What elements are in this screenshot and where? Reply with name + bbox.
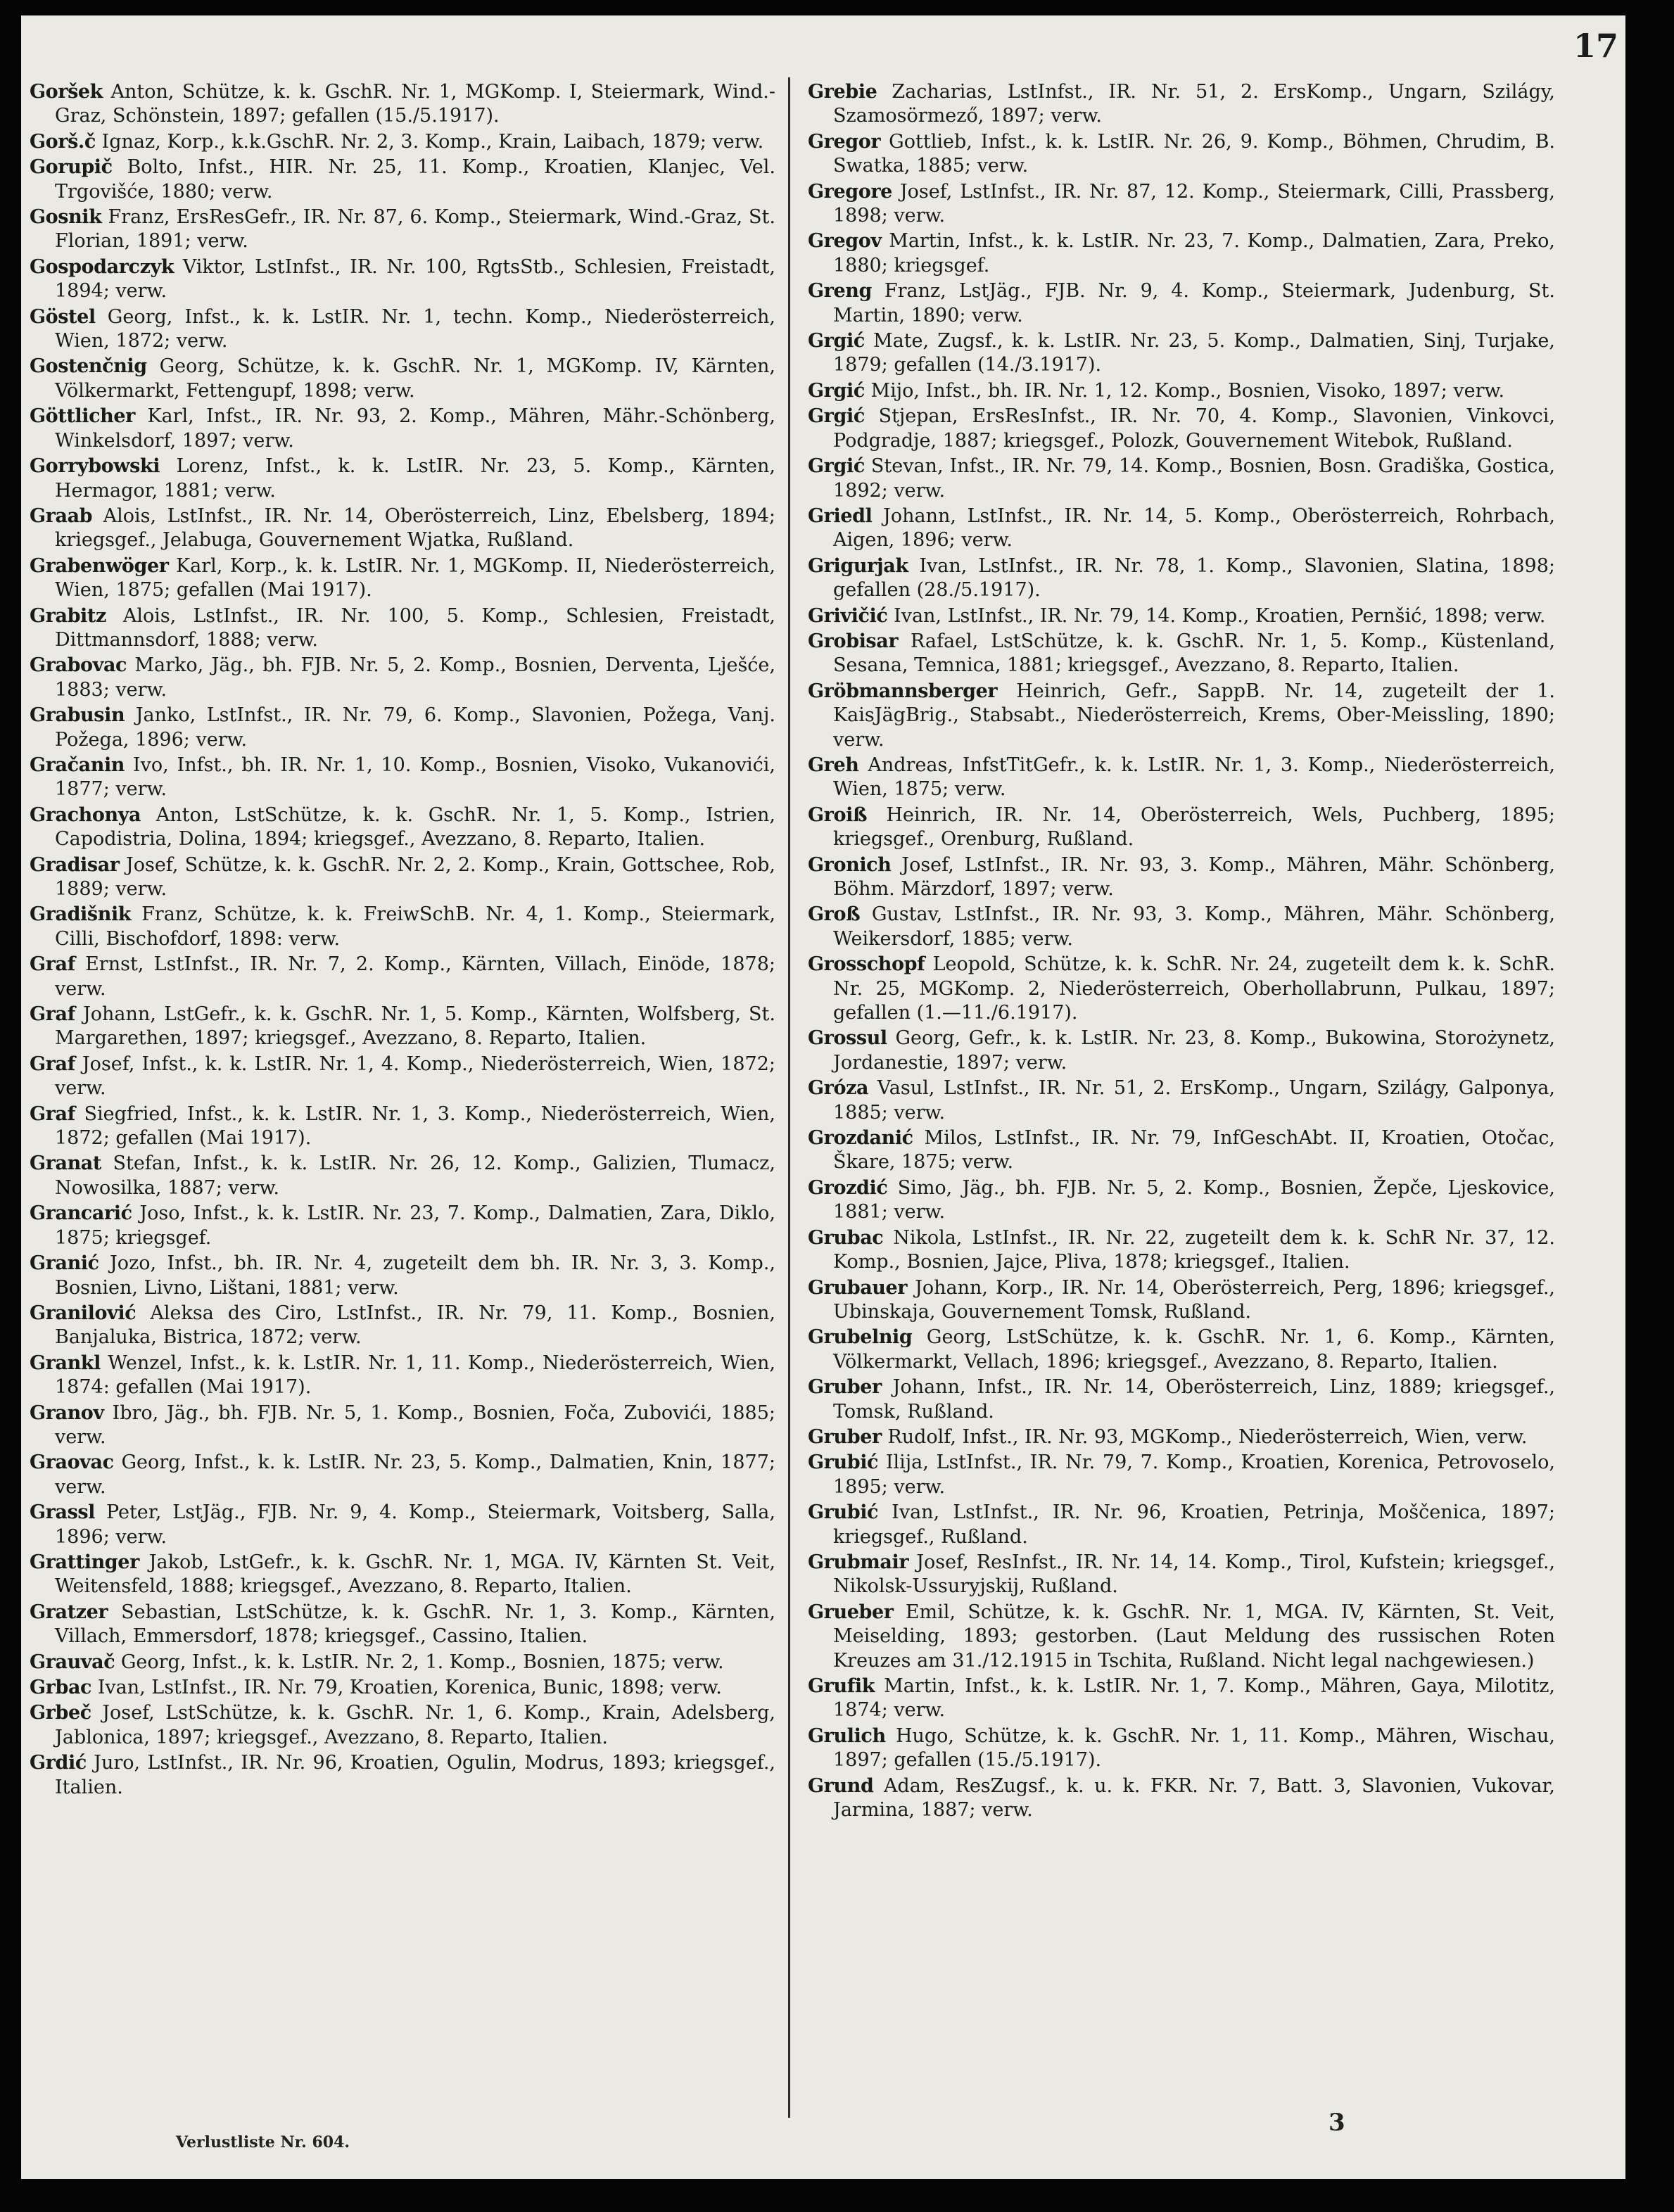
entry-surname: Grbac [30, 1677, 92, 1698]
entry-surname: Göstel [30, 305, 96, 328]
casualty-entry [808, 1276, 1555, 1325]
entry-surname: Grabovac [30, 654, 127, 677]
casualty-entry [808, 630, 1555, 678]
entry-details: Ivo, Infst., bh. IR. Nr. 1, 10. Komp., Bosnien, Visoko, Vukanovići, 1877; verw. [55, 754, 775, 801]
casualty-entry [30, 903, 775, 951]
entry-surname: Grebie [808, 81, 877, 103]
entry-details: Sebastian, LstSchütze, k. k. GschR. Nr. 1, 3. Komp., Kärnten, Villach, Emmersdorf, 1878; kriegsgef., Cassino, Italien. [55, 1601, 775, 1648]
entry-surname: Grulich [808, 1724, 886, 1747]
entry-details: Martin, Infst., k. k. LstIR. Nr. 23, 7. Komp., Dalmatien, Zara, Preko, 1880; kriegsgef. [833, 230, 1556, 276]
footer-sheet-mark: 3 [1329, 2109, 1345, 2137]
entry-surname: Gruber [808, 1425, 882, 1448]
entry-details: Ernst, LstInfst., IR. Nr. 7, 2. Komp., Kärnten, Villach, Einöde, 1878; verw. [55, 953, 775, 1000]
entry-details: Georg, Gefr., k. k. LstIR. Nr. 23, 8. Komp., Bukowina, Storożynetz, Jordanestie, 1897; verw. [833, 1027, 1555, 1074]
casualty-entry [30, 355, 775, 403]
entry-surname: Grancarić [30, 1202, 132, 1225]
entry-surname: Gróza [808, 1077, 869, 1100]
entry-surname: Gröbmannsberger [808, 680, 998, 702]
entry-details: Josef, Schütze, k. k. GschR. Nr. 2, 2. Komp., Krain, Gottschee, Rob, 1889; verw. [55, 853, 775, 900]
casualty-entry [30, 704, 775, 752]
entry-details: Ignaz, Korp., k.k.GschR. Nr. 2, 3. Komp., Krain, Laibach, 1879; verw. [101, 130, 764, 153]
casualty-entry [30, 1551, 775, 1599]
entry-surname: Grubić [808, 1501, 879, 1524]
entry-details: Gottlieb, Infst., k. k. LstIR. Nr. 26, 9. Komp., Böhmen, Chrudim, B. Swatka, 1885; verw. [833, 130, 1556, 177]
casualty-entry [808, 405, 1555, 453]
entry-surname: Gregore [808, 180, 892, 203]
entry-surname: Grivičić [808, 604, 888, 627]
casualty-entry [808, 853, 1555, 902]
entry-details: Georg, Infst., k. k. LstIR. Nr. 2, 1. Komp., Bosnien, 1875; verw. [120, 1651, 724, 1673]
entry-surname: Gruber [808, 1376, 882, 1399]
casualty-entry [808, 1674, 1555, 1723]
casualty-entry [808, 604, 1555, 628]
entry-details: Juro, LstInfst., IR. Nr. 96, Kroatien, Ogulin, Modrus, 1893; kriegsgef., Italien. [55, 1752, 775, 1798]
entry-surname: Graovac [30, 1451, 114, 1474]
entry-details: Alois, LstInfst., IR. Nr. 100, 5. Komp., Schlesien, Freistadt, Dittmannsdorf, 1888; verw. [55, 604, 775, 651]
entry-details: Stefan, Infst., k. k. LstIR. Nr. 26, 12. Komp., Galizien, Tlumacz, Nowosilka, 1887; verw. [55, 1152, 775, 1199]
entry-surname: Grbeč [30, 1702, 91, 1724]
casualty-entry [30, 1701, 775, 1750]
entry-surname: Grufik [808, 1675, 875, 1697]
casualty-entry [30, 1401, 775, 1450]
entry-details: Hugo, Schütze, k. k. GschR. Nr. 1, 11. Komp., Mähren, Wischau, 1897; gefallen (15./5.1917). [833, 1724, 1555, 1772]
casualty-entry [30, 853, 775, 902]
entry-surname: Grund [808, 1774, 874, 1797]
casualty-entry [30, 155, 775, 204]
entry-surname: Gospodarczyk [30, 255, 175, 278]
entry-details: Josef, ResInfst., IR. Nr. 14, 14. Komp., Tirol, Kufstein; kriegsgef., Nikolsk-Ussuryjskij, Rußland. [833, 1551, 1555, 1598]
entry-surname: Gradišnik [30, 903, 132, 926]
casualty-entry [30, 803, 775, 852]
casualty-entry [808, 80, 1555, 129]
right-column [808, 80, 1555, 1824]
casualty-entry [30, 1352, 775, 1400]
entry-details: Anton, Schütze, k. k. GschR. Nr. 1, MGKomp. I, Steiermark, Wind.-Graz, Schönstein, 1897; gefallen (15./5.1917). [55, 81, 775, 127]
entry-details: Marko, Jäg., bh. FJB. Nr. 5, 2. Komp., Bosnien, Derventa, Lješće, 1883; verw. [55, 654, 775, 701]
entry-surname: Gregor [808, 130, 881, 153]
casualty-entry [30, 1601, 775, 1649]
entry-details: Georg, Schütze, k. k. GschR. Nr. 1, MGKomp. IV, Kärnten, Völkermarkt, Fettengupf, 1898; verw. [55, 355, 775, 402]
entry-surname: Grubelnig [808, 1326, 913, 1349]
casualty-entry [808, 1551, 1555, 1599]
casualty-entry [808, 1226, 1555, 1275]
casualty-entry [30, 604, 775, 653]
entry-surname: Grabusin [30, 704, 125, 727]
casualty-entry [808, 504, 1555, 553]
entry-details: Ivan, LstInfst., IR. Nr. 79, 14. Komp., Kroatien, Pernšić, 1898; verw. [894, 604, 1546, 627]
casualty-entry [808, 279, 1555, 328]
casualty-entry [808, 1451, 1555, 1499]
entry-surname: Greh [808, 754, 859, 776]
casualty-entry [30, 654, 775, 702]
entry-surname: Grachonya [30, 803, 141, 826]
entry-details: Josef, LstInfst., IR. Nr. 87, 12. Komp., Steiermark, Cilli, Prassberg, 1898; verw. [833, 180, 1555, 227]
entry-surname: Grozdić [808, 1176, 888, 1199]
entry-surname: Gračanin [30, 754, 125, 776]
casualty-entry [808, 803, 1555, 852]
casualty-entry [808, 1724, 1555, 1773]
entry-details: Gustav, LstInfst., IR. Nr. 93, 3. Komp., Mähren, Mähr. Schönberg, Weikersdorf, 1885; verw. [833, 903, 1555, 950]
casualty-entry [808, 379, 1555, 403]
entry-surname: Grassl [30, 1501, 96, 1524]
footer-list-label: Verlustliste Nr. 604. [176, 2133, 350, 2151]
entry-details: Zacharias, LstInfst., IR. Nr. 51, 2. ErsKomp., Ungarn, Szilágy, Szamosörmező, 1897; verw. [833, 81, 1555, 127]
entry-surname: Granat [30, 1152, 101, 1175]
casualty-entry [30, 255, 775, 304]
entry-surname: Gorrybowski [30, 455, 160, 478]
entry-details: Jozo, Infst., bh. IR. Nr. 4, zugeteilt dem bh. IR. Nr. 3, 3. Komp., Bosnien, Livno, Lištani, 1881; verw. [55, 1252, 775, 1299]
entry-details: Heinrich, Gefr., SappB. Nr. 14, zugeteilt der 1. KaisJägBrig., Stabsabt., Niederösterreich, Krems, Ober-Meissling, 1890; verw. [833, 680, 1555, 751]
entry-details: Georg, Infst., k. k. LstIR. Nr. 1, techn. Komp., Niederösterreich, Wien, 1872; verw. [55, 305, 775, 352]
entry-details: Viktor, LstInfst., IR. Nr. 100, RgtsStb., Schlesien, Freistadt, 1894; verw. [55, 255, 775, 303]
casualty-entry [30, 1302, 775, 1350]
entry-details: Franz, LstJäg., FJB. Nr. 9, 4. Komp., Steiermark, Judenburg, St. Martin, 1890; verw. [833, 280, 1555, 326]
left-column [30, 80, 775, 1801]
entry-details: Josef, Infst., k. k. LstIR. Nr. 1, 4. Komp., Niederösterreich, Wien, 1872; verw. [55, 1053, 775, 1100]
casualty-entry [808, 229, 1555, 278]
casualty-entry [808, 1176, 1555, 1225]
entry-surname: Grosschopf [808, 953, 925, 976]
casualty-entry [808, 329, 1555, 378]
entry-details: Ivan, LstInfst., IR. Nr. 96, Kroatien, Petrinja, Moščenica, 1897; kriegsgef., Rußland. [833, 1501, 1555, 1548]
entry-details: Josef, LstSchütze, k. k. GschR. Nr. 1, 6. Komp., Krain, Adelsberg, Jablonica, 1897; kriegsgef., Avezzano, 8. Reparto, Italien. [55, 1702, 775, 1748]
entry-surname: Gradisar [30, 853, 120, 876]
entry-details: Karl, Korp., k. k. LstIR. Nr. 1, MGKomp. II, Niederösterreich, Wien, 1875; gefallen (Mai 1917). [55, 554, 775, 602]
entry-details: Janko, LstInfst., IR. Nr. 79, 6. Komp., Slavonien, Požega, Vanj. Požega, 1896; verw. [55, 704, 775, 751]
entry-details: Adam, ResZugsf., k. u. k. FKR. Nr. 7, Batt. 3, Slavonien, Vukovar, Jarmina, 1887; verw. [833, 1774, 1555, 1822]
entry-surname: Granilović [30, 1302, 137, 1324]
casualty-entry [808, 1326, 1555, 1374]
entry-surname: Grossul [808, 1027, 887, 1050]
casualty-entry [30, 455, 775, 503]
entry-details: Johann, LstInfst., IR. Nr. 14, 5. Komp., Oberösterreich, Rohrbach, Aigen, 1896; verw. [833, 504, 1555, 552]
entry-details: Johann, Infst., IR. Nr. 14, Oberösterreich, Linz, 1889; kriegsgef., Tomsk, Rußland. [833, 1376, 1555, 1423]
casualty-entry [30, 1651, 775, 1674]
entry-details: Milos, LstInfst., IR. Nr. 79, InfGeschAbt. II, Kroatien, Otočac, Škare, 1875; verw. [833, 1127, 1555, 1174]
casualty-entry [808, 680, 1555, 752]
entry-details: Ilija, LstInfst., IR. Nr. 79, 7. Komp., Kroatien, Korenica, Petrovoselo, 1895; verw. [833, 1451, 1555, 1498]
entry-surname: Grubić [808, 1451, 879, 1474]
casualty-entry [30, 1152, 775, 1200]
entry-details: Johann, LstGefr., k. k. GschR. Nr. 1, 5. Komp., Kärnten, Wolfsberg, St. Margarethen, 1897; kriegsgef., Avezzano, 8. Reparto, Italien. [55, 1003, 775, 1050]
entry-surname: Grozdanić [808, 1127, 913, 1150]
entry-surname: Gostenčnig [30, 355, 147, 378]
casualty-entry [808, 1601, 1555, 1673]
entry-details: Aleksa des Ciro, LstInfst., IR. Nr. 79, 11. Komp., Bosnien, Banjaluka, Bistrica, 1872; verw. [55, 1302, 775, 1349]
entry-details: Leopold, Schütze, k. k. SchR. Nr. 24, zugeteilt dem k. k. SchR. Nr. 25, MGKomp. 2, Niederösterreich, Oberhollabrunn, Pulkau, 1897; gefallen (1.—11./6.1917). [833, 953, 1555, 1024]
entry-surname: Graf [30, 1102, 75, 1125]
casualty-entry [30, 1451, 775, 1499]
document-page [21, 15, 1625, 2179]
entry-details: Joso, Infst., k. k. LstIR. Nr. 23, 7. Komp., Dalmatien, Zara, Diklo, 1875; kriegsgef. [55, 1202, 775, 1249]
entry-surname: Gregov [808, 230, 882, 253]
entry-surname: Gorupič [30, 156, 113, 179]
entry-details: Peter, LstJäg., FJB. Nr. 9, 4. Komp., Steiermark, Voitsberg, Salla, 1896; verw. [55, 1501, 775, 1548]
casualty-entry [30, 754, 775, 802]
entry-surname: Groß [808, 903, 861, 926]
casualty-entry [30, 953, 775, 1001]
casualty-entry [808, 1126, 1555, 1175]
entry-details: Wenzel, Infst., k. k. LstIR. Nr. 1, 11. Komp., Niederösterreich, Wien, 1874: gefallen (Mai 1917). [55, 1352, 775, 1399]
casualty-entry [808, 455, 1555, 503]
entry-details: Lorenz, Infst., k. k. LstIR. Nr. 23, 5. Komp., Kärnten, Hermagor, 1881; verw. [55, 455, 775, 502]
casualty-entry [808, 1026, 1555, 1075]
casualty-entry [808, 554, 1555, 603]
casualty-entry [30, 80, 775, 129]
entry-details: Georg, LstSchütze, k. k. GschR. Nr. 1, 6. Komp., Kärnten, Völkermarkt, Vellach, 1896; kriegsgef., Avezzano, 8. Reparto, Italien. [833, 1326, 1555, 1373]
entry-details: Nikola, LstInfst., IR. Nr. 22, zugeteilt dem k. k. SchR Nr. 37, 12. Komp., Bosnien, Jajce, Pliva, 1878; kriegsgef., Italien. [833, 1226, 1555, 1273]
entry-details: Emil, Schütze, k. k. GschR. Nr. 1, MGA. IV, Kärnten, St. Veit, Meiselding, 1893; gestorben. (Laut Meldung des russischen Roten Kreuzes am 31./12.1915 in Tschita, Rußland. Nicht legal nachgewiesen.) [833, 1601, 1555, 1672]
entry-surname: Grigurjak [808, 554, 908, 577]
casualty-entry [30, 1252, 775, 1300]
entry-surname: Grgić [808, 405, 865, 428]
entry-surname: Grgić [808, 379, 865, 402]
casualty-entry [808, 1774, 1555, 1823]
entry-details: Heinrich, IR. Nr. 14, Oberösterreich, Wels, Puchberg, 1895; kriegsgef., Orenburg, Rußland. [833, 803, 1555, 851]
casualty-entry [30, 1676, 775, 1700]
entry-surname: Grankl [30, 1352, 101, 1374]
entry-details: Andreas, InfstTitGefr., k. k. LstIR. Nr. 1, 3. Komp., Niederösterreich, Wien, 1875; verw. [833, 754, 1555, 801]
entry-surname: Granić [30, 1252, 99, 1275]
entry-details: Franz, ErsResGefr., IR. Nr. 87, 6. Komp., Steiermark, Wind.-Graz, St. Florian, 1891; verw. [55, 206, 775, 253]
entry-details: Franz, Schütze, k. k. FreiwSchB. Nr. 4, 1. Komp., Steiermark, Cilli, Bischofdorf, 1898: verw. [55, 903, 775, 950]
entry-surname: Grubauer [808, 1276, 908, 1299]
entry-details: Siegfried, Infst., k. k. LstIR. Nr. 1, 3. Komp., Niederösterreich, Wien, 1872; gefallen (Mai 1917). [55, 1102, 775, 1150]
entry-surname: Graf [30, 1053, 75, 1075]
casualty-entry [808, 903, 1555, 951]
entry-surname: Grueber [808, 1601, 894, 1623]
entry-surname: Gosnik [30, 206, 102, 229]
casualty-entry [30, 1751, 775, 1800]
entry-surname: Grabenwöger [30, 554, 169, 577]
entry-surname: Gronich [808, 853, 892, 876]
casualty-entry [30, 1102, 775, 1151]
casualty-entry [808, 180, 1555, 229]
entry-details: Johann, Korp., IR. Nr. 14, Oberösterreich, Perg, 1896; kriegsgef., Ubinskaja, Gouvernement Tomsk, Rußland. [833, 1276, 1555, 1323]
entry-details: Karl, Infst., IR. Nr. 93, 2. Komp., Mähren, Mähr.-Schönberg, Winkelsdorf, 1897; verw. [55, 405, 775, 452]
entry-details: Rudolf, Infst., IR. Nr. 93, MGKomp., Niederösterreich, Wien, verw. [887, 1425, 1528, 1448]
entry-details: Rafael, LstSchütze, k. k. GschR. Nr. 1, 5. Komp., Küstenland, Sesana, Temnica, 1881; kriegsgef., Avezzano, 8. Reparto, Italien. [833, 630, 1555, 677]
entry-surname: Goršek [30, 81, 103, 103]
casualty-entry [30, 504, 775, 553]
page-number: 17 [1573, 27, 1618, 65]
entry-surname: Gorš.č [30, 130, 96, 153]
entry-details: Jakob, LstGefr., k. k. GschR. Nr. 1, MGA. IV, Kärnten St. Veit, Weitensfeld, 1888; kriegsgef., Avezzano, 8. Reparto, Italien. [55, 1551, 775, 1598]
entry-surname: Graf [30, 1003, 75, 1026]
casualty-entry [808, 1501, 1555, 1549]
entry-surname: Grubac [808, 1226, 884, 1249]
entry-details: Simo, Jäg., bh. FJB. Nr. 5, 2. Komp., Bosnien, Žepče, Ljeskovice, 1881; verw. [833, 1176, 1555, 1223]
entry-details: Mate, Zugsf., k. k. LstIR. Nr. 23, 5. Komp., Dalmatien, Sinj, Turjake, 1879; gefallen (14./3.1917). [833, 330, 1555, 376]
casualty-entry [30, 130, 775, 154]
casualty-entry [30, 554, 775, 603]
casualty-entry [808, 754, 1555, 802]
casualty-entry [30, 1501, 775, 1549]
column-divider [788, 77, 790, 2118]
casualty-entry [808, 1076, 1555, 1125]
entry-surname: Graf [30, 953, 75, 976]
entry-surname: Grubmair [808, 1551, 909, 1573]
entry-surname: Grdić [30, 1752, 87, 1774]
entry-surname: Groiß [808, 803, 868, 826]
entry-details: Stjepan, ErsResInfst., IR. Nr. 70, 4. Komp., Slavonien, Vinkovci, Podgradje, 1887; kriegsgef., Polozk, Gouvernement Witebok, Rußland. [833, 405, 1555, 452]
entry-details: Ibro, Jäg., bh. FJB. Nr. 5, 1. Komp., Bosnien, Foča, Zubovići, 1885; verw. [55, 1401, 775, 1448]
casualty-entry [30, 305, 775, 354]
entry-details: Alois, LstInfst., IR. Nr. 14, Oberösterreich, Linz, Ebelsberg, 1894; kriegsgef., Jelabuga, Gouvernement Wjatka, Rußland. [55, 504, 775, 552]
casualty-entry [30, 1003, 775, 1051]
casualty-entry [30, 1202, 775, 1250]
entry-surname: Graab [30, 504, 93, 527]
casualty-entry [808, 1425, 1555, 1449]
entry-surname: Grattinger [30, 1551, 139, 1573]
casualty-entry [30, 1053, 775, 1101]
entry-surname: Grgić [808, 330, 865, 352]
entry-surname: Grabitz [30, 604, 106, 627]
entry-details: Bolto, Infst., HIR. Nr. 25, 11. Komp., Kroatien, Klanjec, Vel. Trgovišće, 1880; verw. [55, 156, 775, 203]
entry-surname: Griedl [808, 504, 873, 527]
casualty-entry [808, 1375, 1555, 1424]
entry-details: Mijo, Infst., bh. IR. Nr. 1, 12. Komp., Bosnien, Visoko, 1897; verw. [870, 379, 1505, 402]
entry-details: Martin, Infst., k. k. LstIR. Nr. 1, 7. Komp., Mähren, Gaya, Milotitz, 1874; verw. [833, 1675, 1556, 1722]
entry-surname: Gratzer [30, 1601, 108, 1623]
entry-details: Anton, LstSchütze, k. k. GschR. Nr. 1, 5. Komp., Istrien, Capodistria, Dolina, 1894; kriegsgef., Avezzano, 8. Reparto, Italien. [55, 803, 775, 851]
entry-details: Georg, Infst., k. k. LstIR. Nr. 23, 5. Komp., Dalmatien, Knin, 1877; verw. [55, 1451, 775, 1498]
entry-surname: Göttlicher [30, 405, 135, 428]
casualty-entry [30, 405, 775, 453]
entry-surname: Grauvač [30, 1651, 115, 1673]
entry-details: Ivan, LstInfst., IR. Nr. 79, Kroatien, Korenica, Bunic, 1898; verw. [97, 1677, 722, 1698]
entry-surname: Grobisar [808, 630, 899, 652]
entry-details: Vasul, LstInfst., IR. Nr. 51, 2. ErsKomp., Ungarn, Szilágy, Galponya, 1885; verw. [833, 1077, 1555, 1124]
casualty-entry [808, 953, 1555, 1025]
casualty-entry [30, 205, 775, 254]
entry-surname: Grgić [808, 455, 865, 478]
entry-surname: Greng [808, 280, 872, 303]
entry-details: Ivan, LstInfst., IR. Nr. 78, 1. Komp., Slavonien, Slatina, 1898; gefallen (28./5.1917). [833, 554, 1555, 602]
entry-surname: Granov [30, 1401, 104, 1424]
entry-details: Stevan, Infst., IR. Nr. 79, 14. Komp., Bosnien, Bosn. Gradiška, Gostica, 1892; verw. [833, 455, 1556, 502]
entry-details: Josef, LstInfst., IR. Nr. 93, 3. Komp., Mähren, Mähr. Schönberg, Böhm. Märzdorf, 1897; verw. [833, 853, 1555, 900]
casualty-entry [808, 130, 1555, 179]
